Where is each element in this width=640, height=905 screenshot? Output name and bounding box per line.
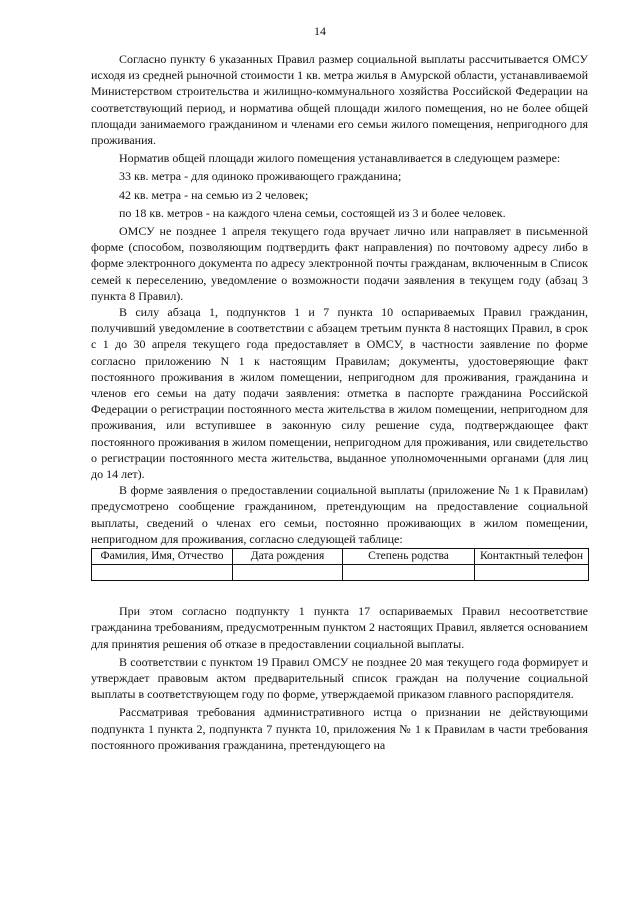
table-cell (475, 565, 589, 581)
table-cell (233, 565, 343, 581)
norm-item: по 18 кв. метров - на каждого члена семьи, состоящей из 3 и более человек. (119, 205, 506, 220)
paragraph: ОМСУ не позднее 1 апреля текущего года вручает лично или направляет в письменной форме (способом, позволяющим подтвердить факт направления) по почтовому адресу либо в форме электронного документа по адресу электронной почты гражданам, включенным в Список семей к переселению, уведомление о возможности подачи заявления в текущем году (абзац 3 пункта 8 Правил). (91, 224, 588, 303)
table-header-cell: Контактный телефон (475, 549, 589, 565)
paragraph: Рассматривая требования административного истца о признании не действующими подпункта 1 пункта 2, подпункта 7 пункта 10, приложения № 1 к Правилам в части требования постоянного проживания гражданина, претендующего на (91, 705, 588, 752)
paragraph: В форме заявления о предоставлении социальной выплаты (приложение № 1 к Правилам) предусмотрено сообщение гражданином, претендующим на предоставление социальной выплаты, сведений о членах его семьи, постоянно проживающих в жилом помещении, непригодном для проживания, согласно следующей таблице: (91, 483, 588, 546)
table-header-cell: Фамилия, Имя, Отчество (92, 549, 233, 565)
paragraph: Согласно пункту 6 указанных Правил размер социальной выплаты рассчитывается ОМСУ исходя из средней рыночной стоимости 1 кв. метра жилья в Амурской области, устанавливаемой Министерством строительства и жилищно-коммунального хозяйства Российской Федерации на соответствующий период, и норматива общей площади жилого помещения, но не более общей площади занимаемого гражданином и членами его семьи жилого помещения, непригодного для проживания. (91, 52, 588, 148)
table-cell (343, 565, 475, 581)
table-header-row (92, 549, 589, 565)
page-number: 14 (314, 24, 326, 38)
table-header-cell: Дата рождения (233, 549, 343, 565)
norm-item: 33 кв. метра - для одиноко проживающего гражданина; (119, 169, 402, 184)
norm-item: 42 кв. метра - на семью из 2 человек; (119, 187, 309, 202)
table-row (92, 565, 589, 581)
table-header-cell: Степень родства (343, 549, 475, 565)
paragraph: В силу абзаца 1, подпунктов 1 и 7 пункта 10 оспариваемых Правил гражданин, получивший уведомление в соответствии с абзацем третьим пункта 8 настоящих Правил, в срок с 1 до 30 апреля текущего года предоставляет в ОМСУ, в частности заявление по форме согласно приложению N 1 к настоящим Правилам; документы, удостоверяющие факт постоянного проживания в жилом помещении, непригодном для проживания, гражданина и членов его семьи на дату подачи заявления: отметка в паспорте гражданина Российской Федерации о регистрации постоянного места жительства в жилом помещении, непригодном для проживания, или вступившее в законную силу решение суда, подтверждающее факт постоянного проживания в жилом помещении, непригодном для проживания, или свидетельство о регистрации постоянного места жительства, выданное уполномоченными органами (для лиц до 14 лет). (91, 305, 588, 482)
family-members-table (91, 548, 589, 581)
paragraph: При этом согласно подпункту 1 пункта 17 оспариваемых Правил несоответствие гражданина требованиям, предусмотренным пунктом 2 настоящих Правил, является основанием для принятия решения об отказе в предоставлении социальной выплаты. (91, 604, 588, 651)
paragraph: В соответствии с пунктом 19 Правил ОМСУ не позднее 20 мая текущего года формирует и утверждает правовым актом предварительный список граждан на получение социальной выплаты в соответствующем году по форме, утверждаемой приказом главного распорядителя. (91, 654, 588, 702)
table-cell (92, 565, 233, 581)
paragraph: Норматив общей площади жилого помещения устанавливается в следующем размере: (119, 151, 561, 166)
document-body (91, 51, 588, 753)
